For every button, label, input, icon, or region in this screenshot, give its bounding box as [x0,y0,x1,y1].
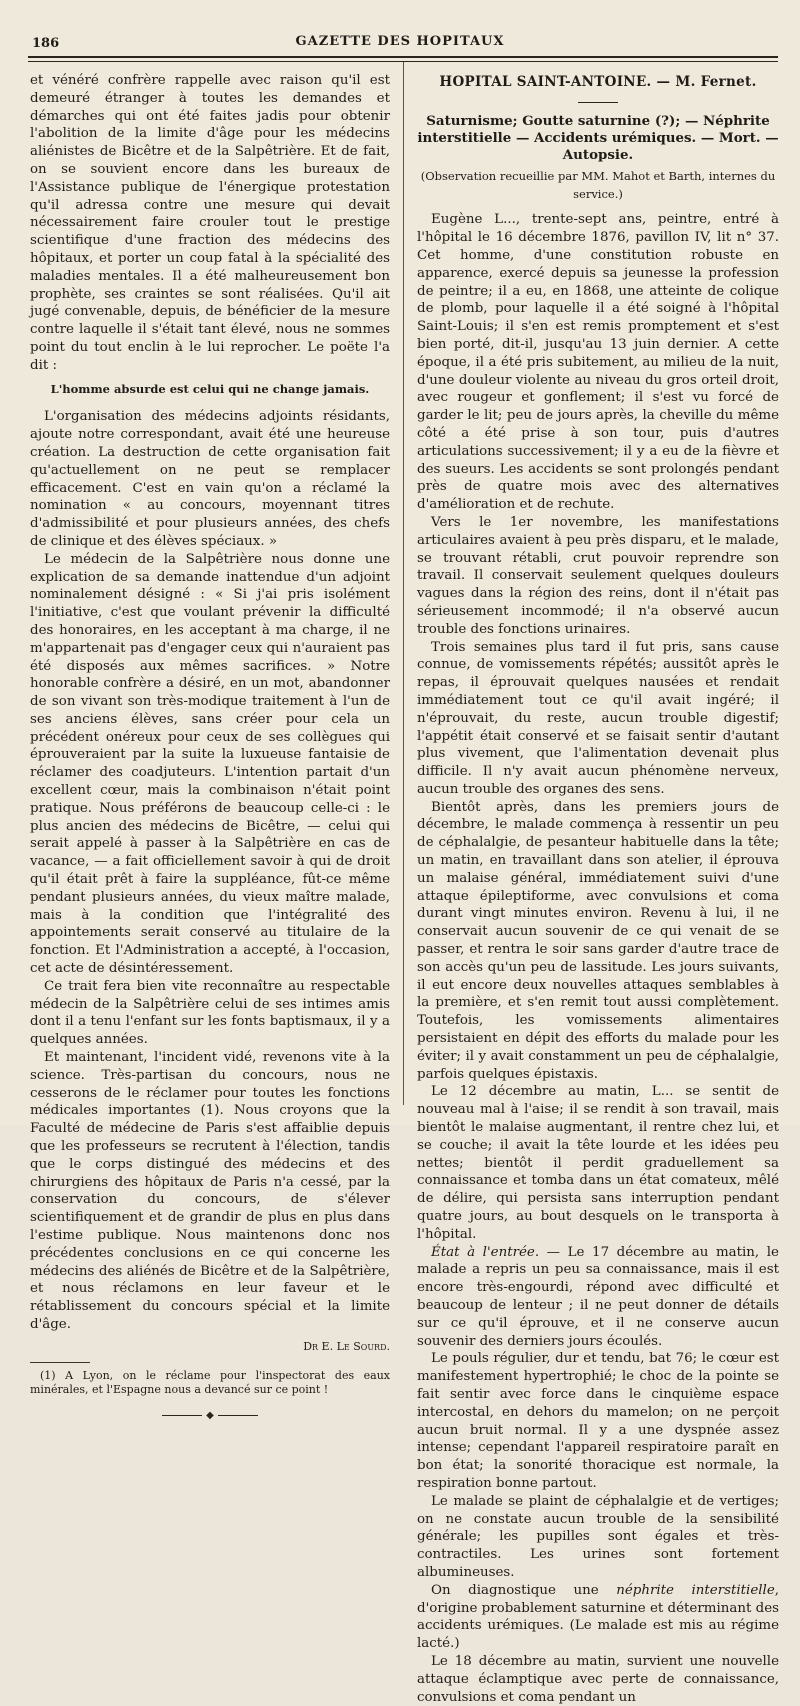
title-rule [578,102,618,103]
paragraph-text: , d'origine probablement saturnine et déterminant des accidents urémiques. (Le malade est mis au régime lacté.) [417,1582,780,1652]
author-signature: Dr E. Le Sourd. [303,1339,390,1353]
paragraph [417,1582,779,1653]
paragraph: L'organisation des médecins adjoints résidants, ajoute notre correspondant, avait été une heureuse création. La destruction de cette organisation fait qu'actuellement on ne peut se remplacer efficacement. C'est en vain qu'on a réclamé la nomination « au concours, moyennant titres d'admissibilité et pour plusieurs années, des chefs de clinique et des élèves spéciaux. » [30,409,390,549]
paragraph: et vénéré confrère rappelle avec raison qu'il est demeuré étranger à toutes les demandes et démarches qui ont été faites jadis pour obtenir l'abolition de la limite d'âge pour les médecins aliénistes de Bicêtre et de la Salpêtrière. Et de fait, on se souvient encore dans les bureaux de l'Assistance publique de l'énergique protestation qu'il adressa contre une mesure qui devait nécessairement faire crouler tout le prestige scientifique d'une fraction des médecins des hôpitaux, et porter un coup fatal à la spécialité des maladies mentales. Il a été malheureusement bon prophète, ses craintes se sont réalisées. Qu'il ait jugé convenable, depuis, de bénéficier de la mesure contre laquelle il s'était tant élevé, nous ne sommes point du tout enclin à le lui reprocher. Le poëte l'a dit : [30,73,390,373]
paragraph: Le pouls régulier, dur et tendu, bat 76; le cœur est manifestement hypertrophié; le choc de la pointe se fait sentir avec force dans le cinquième espace intercostal, en dehors du mamelon; on ne perçoit aucun bruit normal. Il y a une dyspnée assez intense; cependant l'appareil respiratoire paraît en bon état; la sonorité thoracique est normale, la respiration bonne partout. [417,1351,779,1491]
paragraph: Le malade se plaint de céphalalgie et de vertiges; on ne constate aucun trouble de la sensibilité générale; les pupilles sont égales et très-contractiles. Les urines sont fortement albumineuses. [417,1493,779,1580]
paragraph: Et maintenant, l'incident vidé, revenons vite à la science. Très-partisan du concours, nous ne cesserons de le réclamer pour toutes les fonctions médicales importantes (1). Nous croyons que la Faculté de médecine de Paris s'est affaiblie depuis que les professeurs se recrutent à l'élection, tandis que le corps distingué des médecins et des chirurgiens des hôpitaux de Paris n'a cessé, par la conservation du concours, de s'élever scientifiquement et de grandir de plus en plus dans l'estime publique. Nous maintenons donc nos précédentes conclusions en ce qui concerne les médecins des aliénés de Bicêtre et de la Salpêtrière, et nous réclamons en leur faveur et le rétablissement du concours spécial et la limite d'âge. [30,1050,390,1332]
page-number: 186 [32,36,60,51]
paragraph [417,1244,779,1351]
paragraph-text: On diagnostique une [431,1582,617,1598]
case-title: Saturnisme; Goutte saturnine (?); — Néphrite interstitielle — Accidents urémiques. — Mort. — Autopsie. [417,112,779,163]
verse-quote: L'homme absurde est celui qui ne change jamais. [50,381,370,396]
paragraph: Le 12 décembre au matin, L... se sentit de nouveau mal à l'aise; il se rendit à son travail, mais bientôt le malaise augmentant, il rentre chez lui, et se couche; il avait la tête lourde et les idées peu nettes; bientôt il perdit graduellement sa connaissance et tomba dans un état comateux, mêlé de délire, qui persista sans interruption pendant quatre jours, au bout desquels on le transporta à l'hôpital. [417,1084,779,1242]
left-column [30,72,390,1424]
paragraph: Vers le 1er novembre, les manifestations articulaires avaient à peu près disparu, et le malade, se trouvant rétabli, crut pouvoir reprendre son travail. Il conservait seulement quelques douleurs vagues dans la région des reins, dont il n'était pas sérieusement incommodé; il n'a observé aucun trouble des fonctions urinaires. [417,514,779,637]
paragraph: Trois semaines plus tard il fut pris, sans cause connue, de vomissements répétés; aussitôt après le repas, il éprouvait quelques nausées et rendait immédiatement tout ce qu'il avait ingéré; il n'éprouvait, du reste, aucun trouble digestif; l'appétit était conservé et se faisait sentir d'autant plus vivement, que l'alimentation devenait plus difficile. Il n'y avait aucun phénomène nerveux, aucun trouble des organes des sens. [417,639,779,797]
paragraph: Bientôt après, dans les premiers jours de décembre, le malade commença à ressentir un peu de céphalalgie, de pesanteur habituelle dans la tête; un matin, en travaillant dans son atelier, il éprouva un malaise général, immédiatement suivi d'une attaque épileptiforme, avec convulsions et coma durant vingt minutes environ. Revenu à lui, il ne conservait aucun souvenir de ce qui venait de se passer, et rentra le soir sans garder d'autre trace de son accès qu'un peu de lassitude. Les jours suivants, il eut encore deux nouvelles attaques semblables à la première, et s'en remit tout aussi complètement. Toutefois, les vomissements alimentaires persistaient en dépit des efforts du malade pour les éviter; il y avait constamment un peu de céphalalgie, parfois quelques épistaxis. [417,799,779,1082]
paragraph: Ce trait fera bien vite reconnaître au respectable médecin de la Salpêtrière celui de ses intimes amis dont il a tenu l'enfant sur les fonts baptismaux, il y a quelques années. [30,978,390,1048]
paragraph-text: — Le 17 décembre au matin, le malade a repris un peu sa connaissance, mais il est encore très-engourdi, répond avec difficulté et beaucoup de lenteur ; il ne peut donner de détails sur ce qu'il éprouve, et il ne conserve aucun souvenir des derniers jours écoulés. [417,1244,779,1349]
observation-note: (Observation recueillie par MM. Mahot et Barth, internes du service.) [420,168,776,201]
footnote: (1) A Lyon, on le réclame pour l'inspectorat des eaux minérales, et l'Espagne nous a devancé sur ce point ! [30,1368,390,1396]
paragraph: Le 18 décembre au matin, survient une nouvelle attaque éclamptique avec perte de connaissance, convulsions et coma pendant un [417,1653,779,1705]
column-divider [403,62,404,1105]
footnote-rule [30,1362,90,1363]
right-column [417,72,779,1706]
section-title: HOPITAL SAINT-ANTOINE. — M. Fernet. [439,74,757,90]
emphasis-text: néphrite interstitielle [616,1582,775,1598]
end-ornament: ◆ [30,1407,390,1425]
running-title: GAZETTE DES HOPITAUX [295,34,505,49]
paragraph: Le médecin de la Salpêtrière nous donne une explication de sa demande inattendue d'un adjoint nominalement désigné : « Si j'ai pris isolément l'initiative, c'est que voulant prévenir la difficulté des honoraires, en les acceptant à ma charge, il ne m'appartenait pas d'engager ceux qui n'auraient pas été disposés aux mêmes sacrifices. » Notre honorable confrère a désiré, en un mot, abandonner de son vivant son très-modique traitement à l'un de ses anciens élèves, sans créer pour cela un précédent onéreux pour ceux de ses collègues qui éprouveraient par la suite la luxueuse fantaisie de réclamer des coadjuteurs. L'intention partait d'un excellent cœur, mais la combinaison n'était point pratique. Nous préférons de beaucoup celle-ci : le plus ancien des médecins de Bicêtre, — celui qui serait appelé à passer à la Salpêtrière en cas de vacance, — a fait officiellement savoir à qui de droit qu'il était prêt à faire la suppléance, fût-ce même pendant plusieurs années, du vieux maître malade, mais à la condition que l'intégralité des appointements serait conservé au titulaire de la fonction. Et l'Administration a accepté, à l'occasion, cet acte de désintéressement. [30,551,390,977]
paragraph: Eugène L..., trente-sept ans, peintre, entré à l'hôpital le 16 décembre 1876, pavillon IV, lit n° 37. Cet homme, d'une constitution robuste en apparence, exercé depuis sa jeunesse la profession de peintre; il a eu, en 1868, une atteinte de colique de plomb, pour laquelle il a été soigné à l'hôpital Saint-Louis; il s'en est remis promptement et s'est bien porté, dit-il, jusqu'au 13 juin dernier. A cette époque, il a été pris subitement, au milieu de la nuit, d'une douleur violente au niveau du gros orteil droit, avec rougeur et gonflement; il s'est vu forcé de garder le lit; peu de jours après, la cheville du même côté a été prise à son tour, puis d'autres articulations successivement; il y a eu de la fièvre et des sueurs. Les accidents se sont prolongés pendant près de quatre mois avec des alternatives d'amélioration et de rechute. [417,212,779,513]
subheading-label: État à l'entrée. [431,1244,540,1260]
